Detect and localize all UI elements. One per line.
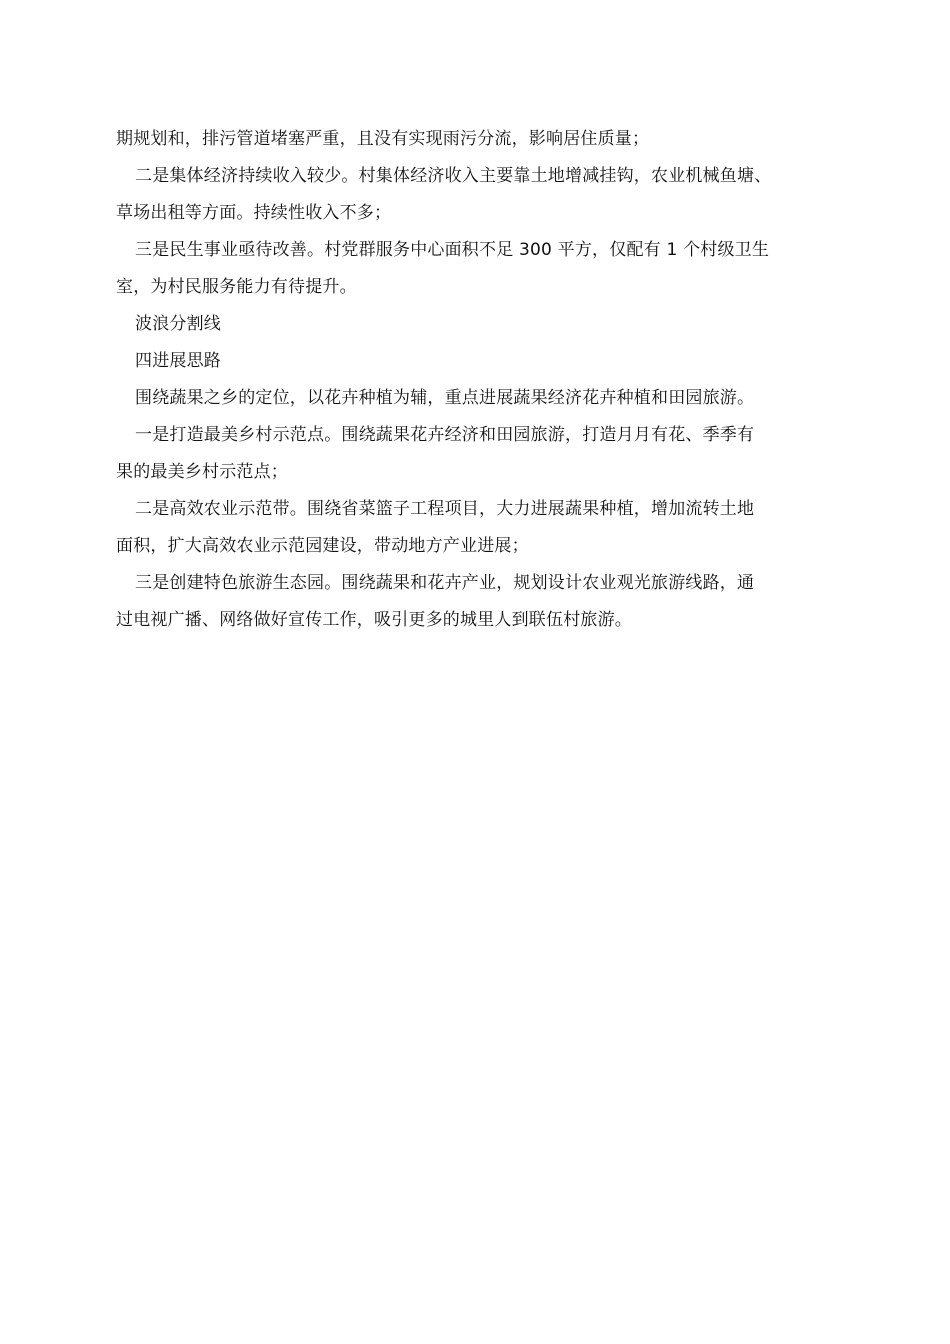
text-line: 面积，扩大高效农业示范园建设，带动地方产业进展； <box>116 536 529 556</box>
text-line: 室，为村民服务能力有待提升。 <box>116 277 357 297</box>
text-line: 草场出租等方面。持续性收入不多； <box>116 203 392 223</box>
text-line: 二是集体经济持续收入较少。村集体经济收入主要靠土地增减挂钩，农业机械鱼塘、 <box>135 166 772 186</box>
text-line: 期规划和，排污管道堵塞严重，且没有实现雨污分流，影响居住质量； <box>116 129 650 149</box>
text-line: 三是民生事业亟待改善。村党群服务中心面积不足 300 平方，仅配有 1 个村级卫生 <box>135 240 770 260</box>
text-line: 一是打造最美乡村示范点。围绕蔬果花卉经济和田园旅游，打造月月有花、季季有 <box>135 425 755 445</box>
text-line: 过电视广播、网络做好宣传工作，吸引更多的城里人到联伍村旅游。 <box>116 610 632 630</box>
text-line: 三是创建特色旅游生态园。围绕蔬果和花卉产业，规划设计农业观光旅游线路，通 <box>135 573 755 593</box>
text-line: 二是高效农业示范带。围绕省菜篮子工程项目，大力进展蔬果种植，增加流转土地 <box>135 499 755 519</box>
section-heading: 四进展思路 <box>135 351 221 371</box>
text-line: 围绕蔬果之乡的定位，以花卉种植为辅，重点进展蔬果经济花卉种植和田园旅游。 <box>135 388 755 408</box>
text-line: 果的最美乡村示范点； <box>116 462 288 482</box>
text-line: 波浪分割线 <box>135 314 221 334</box>
